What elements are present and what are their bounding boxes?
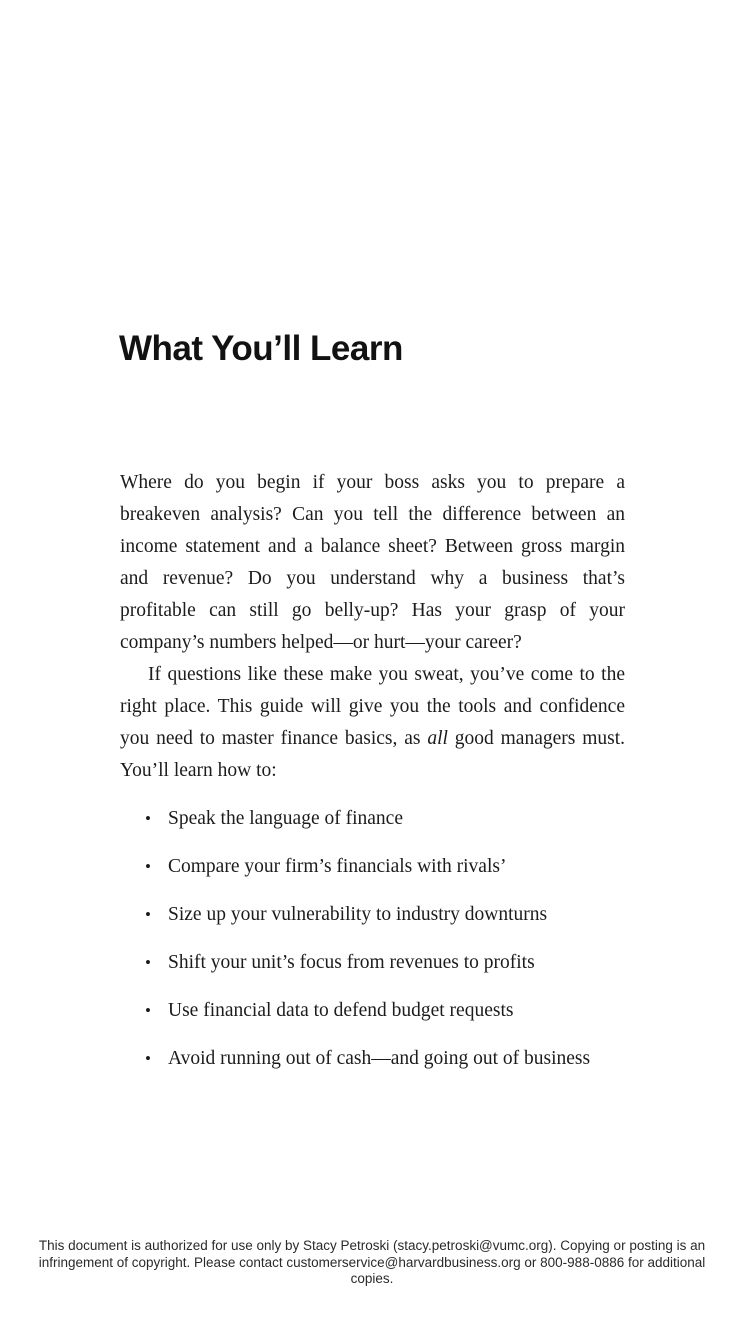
list-item: • Compare your firm’s financials with rivals’ bbox=[120, 851, 625, 883]
page-title: What You’ll Learn bbox=[119, 329, 403, 368]
learning-objectives-list bbox=[120, 803, 625, 1075]
body-content bbox=[120, 467, 625, 1075]
second-paragraph-text-after: good managers must. You’ll learn how to: bbox=[120, 728, 625, 781]
intro-paragraph: Where do you begin if your boss asks you to prepare a breakeven analysis? Can you tell the difference between an income statement and a balance sheet? Between gross margin and revenue? Do you understand why a business that’s profitable can still go belly-up? Has your grasp of your company’s numbers helped—or hurt—your career? bbox=[120, 472, 625, 653]
list-item: • Size up your vulnerability to industry downturns bbox=[120, 899, 625, 931]
second-paragraph bbox=[120, 659, 625, 787]
list-item: • Use financial data to defend budget requests bbox=[120, 995, 625, 1027]
copyright-notice: This document is authorized for use only by Stacy Petroski (stacy.petroski@vumc.org). Copying or posting is an infringement of copyright. Please contact customerservice@harvardbusiness.org or 800-988-0886 for additional copies. bbox=[38, 1238, 706, 1286]
list-item: • Avoid running out of cash—and going out of business bbox=[120, 1043, 625, 1075]
list-item: • Speak the language of finance bbox=[120, 803, 625, 835]
list-item: • Shift your unit’s focus from revenues to profits bbox=[120, 947, 625, 979]
second-paragraph-text-before: If questions like these make you sweat, you’ve come to the right place. This guide will give you the tools and confidence you need to master finance basics, as bbox=[120, 664, 625, 749]
second-paragraph-italic-word: all bbox=[427, 728, 448, 749]
